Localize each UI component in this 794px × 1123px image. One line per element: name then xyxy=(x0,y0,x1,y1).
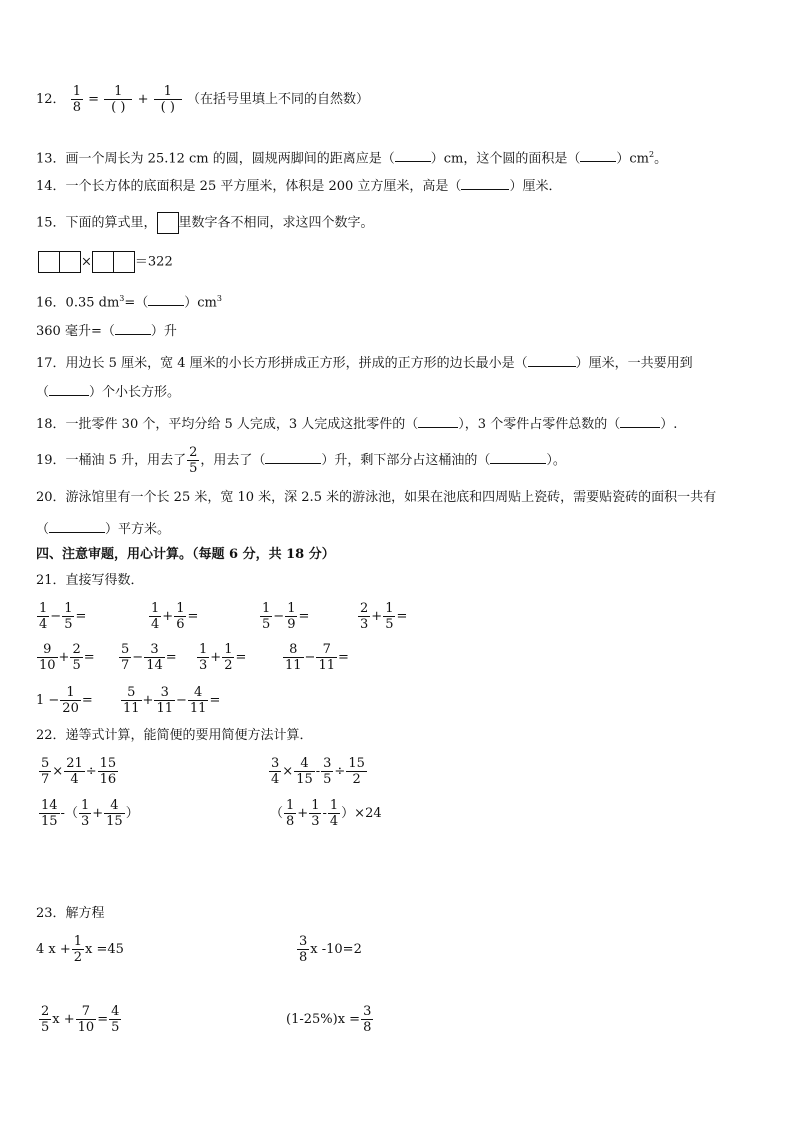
q15-box-symbol xyxy=(157,212,179,234)
question-12 xyxy=(36,84,369,115)
question-17 xyxy=(36,355,693,372)
q12-frac-1: $\frac{1}{8}$ xyxy=(72,84,81,115)
q21-c: $\frac{1}{5}$ − $\frac{1}{9}$ = xyxy=(262,601,310,632)
q21-a: $\frac{1}{4}$ − $\frac{1}{5}$ = xyxy=(39,601,87,632)
q14-text-a: 14．一个长方体的底面积是 25 平方厘米，体积是 200 立方厘米，高是（ xyxy=(36,179,462,194)
q16-sup1: 3 xyxy=(119,294,125,303)
q15-times: × xyxy=(81,254,92,270)
q17-blank-1[interactable] xyxy=(528,355,576,367)
q23-c: $\frac{2}{5}$ x + $\frac{7}{10}$ = $\frac{4}{5}$ xyxy=(41,1004,120,1035)
q13-end: 。 xyxy=(654,151,668,167)
question-16 xyxy=(36,291,222,311)
q17-line1-b: ）厘米，一共要用到 xyxy=(575,356,693,371)
q16-blank-1[interactable] xyxy=(148,294,184,306)
q18-text-c: ）. xyxy=(660,417,678,432)
q15-digit-box-2[interactable] xyxy=(59,251,81,273)
q13-text-a: 13．画一个周长为 25.12 cm 的圆，圆规两脚间的距离应是（ xyxy=(36,151,395,167)
question-19 xyxy=(36,445,566,476)
question-13 xyxy=(36,147,667,167)
q12-eq: = xyxy=(88,92,100,107)
q15-result: ＝322 xyxy=(134,254,173,270)
question-23-title: 23．解方程 xyxy=(36,906,105,921)
q21-d: $\frac{2}{3}$ + $\frac{1}{5}$ = xyxy=(360,601,408,632)
q13-sup: 2 xyxy=(648,150,655,159)
q20-line1: 20．游泳馆里有一个长 25 米，宽 10 米，深 2.5 米的游泳池，如果在池底和四周贴上瓷砖，需要贴瓷砖的面积一共有 xyxy=(36,490,717,505)
question-14 xyxy=(36,178,561,195)
q14-blank[interactable] xyxy=(461,178,509,190)
q18-text-b: ），3 个零件占零件总数的（ xyxy=(458,417,621,432)
q13-blank-2[interactable] xyxy=(580,150,616,162)
question-18 xyxy=(36,416,677,433)
q22-b: $\frac{3}{4}$ × $\frac{4}{15}$ - $\frac{3}{5}$ ÷ $\frac{15}{2}$ xyxy=(271,756,365,787)
q21-h: $\frac{8}{11}$ − $\frac{7}{11}$ = xyxy=(285,642,349,673)
q19-blank-1[interactable] xyxy=(265,452,321,464)
q13-text-c: ）cm xyxy=(616,151,649,167)
q21-j: $\frac{5}{11}$ + $\frac{3}{11}$ − $\frac{4}{11}$ = xyxy=(123,685,221,716)
q23-d: (1-25%)x = $\frac{3}{8}$ xyxy=(286,1004,372,1035)
question-15 xyxy=(36,212,374,234)
section-4-title: 四、注意审题，用心计算。（每题 6 分，共 18 分） xyxy=(36,547,335,562)
q15-equation xyxy=(38,251,173,274)
question-20 xyxy=(36,490,716,506)
q16-text-b: =（ xyxy=(124,295,149,311)
q17-line2-a: （ xyxy=(36,385,50,400)
q17-blank-2[interactable] xyxy=(49,384,89,396)
q19-text-d: ）。 xyxy=(546,453,566,468)
q20-line2-b: ）平方米。 xyxy=(105,522,171,537)
q20-blank[interactable] xyxy=(49,521,105,533)
q19-frac: $\frac{2}{5}$ xyxy=(189,445,198,476)
question-21-title: 21．直接写得数． xyxy=(36,573,144,588)
q21-i: 1 − $\frac{1}{20}$ = xyxy=(36,685,93,716)
q19-text-a: 19．一桶油 5 升，用去了 xyxy=(36,453,187,468)
question-17-line-2 xyxy=(36,384,180,401)
q21-b: $\frac{1}{4}$ + $\frac{1}{6}$ = xyxy=(151,601,199,632)
q13-blank-1[interactable] xyxy=(395,150,431,162)
q13-text-b: ）cm，这个圆的面积是（ xyxy=(430,151,581,167)
q21-g: $\frac{1}{3}$ + $\frac{1}{2}$ = xyxy=(199,642,247,673)
q16-blank-2[interactable] xyxy=(115,323,151,335)
q22-c: $\frac{14}{15}$ -（ $\frac{1}{3}$ + $\frac{4}{15}$ ） xyxy=(41,798,139,829)
q20-line2-a: （ xyxy=(36,522,50,537)
q12-plus: + xyxy=(137,92,149,107)
q18-blank-2[interactable] xyxy=(620,416,660,428)
q22-a: $\frac{5}{7}$ × $\frac{21}{4}$ ÷ $\frac{15}{16}$ xyxy=(41,756,117,787)
q15-digit-box-1[interactable] xyxy=(38,251,60,273)
q15-text-b: 里数字各不相同，求这四个数字。 xyxy=(178,215,374,231)
q16-line2-a: 360 毫升=（ xyxy=(36,324,115,339)
q16-line2-b: ）升 xyxy=(150,324,177,339)
q17-line1-a: 17．用边长 5 厘米，宽 4 厘米的小长方形拼成正方形，拼成的正方形的边长最小是（ xyxy=(36,356,528,371)
q15-digit-box-3[interactable] xyxy=(92,251,114,273)
q23-a: 4 x + $\frac{1}{2}$ x =45 xyxy=(36,934,124,965)
q15-text-a: 15．下面的算式里， xyxy=(36,215,157,231)
q19-blank-2[interactable] xyxy=(490,452,546,464)
question-22-title: 22．递等式计算，能简便的要用简便方法计算． xyxy=(36,728,313,743)
q16-text-c: ）cm xyxy=(184,295,217,311)
q17-line2-b: ）个小长方形。 xyxy=(89,385,181,400)
q16-text-a: 16．0.35 dm xyxy=(36,295,120,311)
q12-frac-3: $\frac{1}{( )}$ xyxy=(154,84,182,115)
q12-frac-2: $\frac{1}{( )}$ xyxy=(104,84,132,115)
q12-number: 12． xyxy=(36,92,66,107)
q22-d: （ $\frac{1}{8}$ + $\frac{1}{3}$ - $\frac{1}{4}$ ）×24 xyxy=(270,798,382,829)
q16-sup2: 3 xyxy=(216,294,222,303)
q19-text-c: ）升，剩下部分占这桶油的（ xyxy=(321,453,491,468)
q15-digit-box-4[interactable] xyxy=(113,251,135,273)
q23-b: $\frac{3}{8}$ x -10=2 xyxy=(299,934,362,965)
q19-text-b: ，用去了（ xyxy=(200,453,266,468)
q18-blank-1[interactable] xyxy=(418,416,458,428)
question-16-line-2 xyxy=(36,323,177,340)
q14-text-b: ）厘米． xyxy=(509,179,562,194)
q21-e: $\frac{9}{10}$ + $\frac{2}{5}$ = xyxy=(39,642,95,673)
q12-note: （在括号里填上不同的自然数） xyxy=(187,92,370,107)
q18-text-a: 18．一批零件 30 个，平均分给 5 人完成，3 人完成这批零件的（ xyxy=(36,417,419,432)
q21-f: $\frac{5}{7}$ − $\frac{3}{14}$ = xyxy=(121,642,177,673)
question-20-line-2 xyxy=(36,521,170,538)
